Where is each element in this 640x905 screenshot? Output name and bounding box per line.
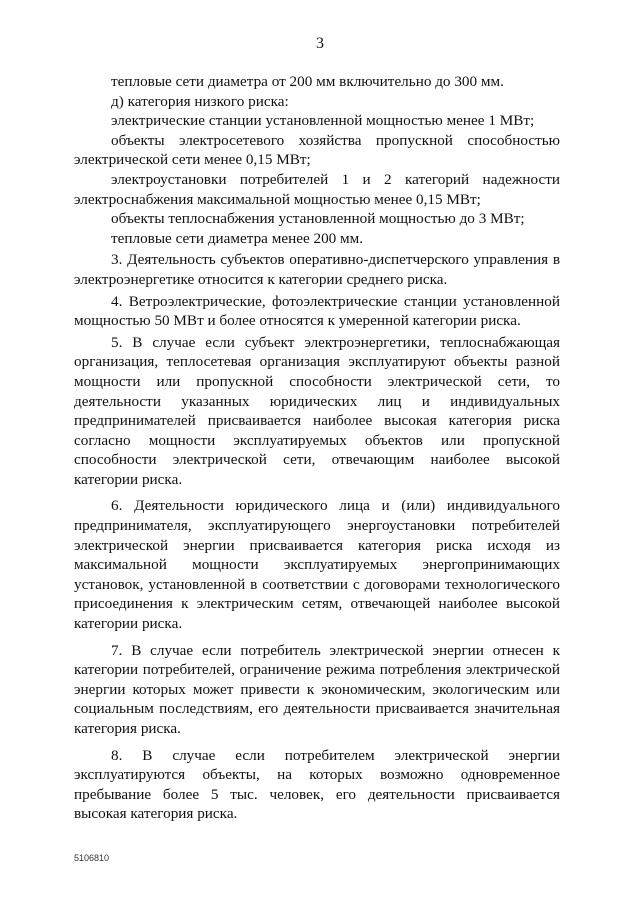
page-number: 3 <box>316 35 324 52</box>
paragraph-item-8: 8. В случае если потребителем электрической энергии эксплуатируются объекты, на которых возможно одновременное пребывание более 5 тыс. человек, его деятельности присваивается высокая категория риска. <box>74 746 560 823</box>
paragraph-heat-supply-objects: объекты теплоснабжения установленной мощностью до 3 МВт; <box>111 210 525 228</box>
paragraph-item-5: 5. В случае если субъект электроэнергетики, теплоснабжающая организация, теплосетевая организация эксплуатируют объекты разной мощности или пропускной способности электрической сети, то деятельности указанных юридических лиц и индивидуальных предпринимателей присваивается наиболее высокая категория риска согласно мощности эксплуатируемых объектов или пропускной способности электрической сети, отвечающим наиболее высокой категории риска. <box>74 333 560 488</box>
paragraph-heat-networks-under-200: тепловые сети диаметра менее 200 мм. <box>111 229 364 247</box>
paragraph-item-6: 6. Деятельности юридического лица и (или) индивидуального предпринимателя, эксплуатирующего энергоустановки потребителей электрической энергии присваивается категория риска исходя из максимальной мощности эксплуатируемых энергопринимающих установок, установленной в соответствии с договорами технологического присоединения к электрическим сетям, отвечающей наиболее высокой категории риска. <box>74 497 560 633</box>
document-body <box>74 72 560 824</box>
paragraph-low-risk-heading: д) категория низкого риска: <box>111 92 289 110</box>
paragraph-item-4: 4. Ветроэлектрические, фотоэлектрические станции установленной мощностью 50 МВт и более относятся к умеренной категории риска. <box>74 292 560 330</box>
paragraph-consumer-installations: электроустановки потребителей 1 и 2 категорий надежности электроснабжения максимальной мощностью менее 0,15 МВт; <box>74 170 560 208</box>
paragraph-power-stations-under-1mw: электрические станции установленной мощностью менее 1 МВт; <box>111 112 535 130</box>
paragraph-item-7: 7. В случае если потребитель электрической энергии отнесен к категории потребителей, ограничение режима потребления электрической энергии которых может привести к экономическим, экологическим или социальным последствиям, его деятельности присваивается значительная категория риска. <box>74 641 560 737</box>
paragraph-grid-objects: объекты электросетевого хозяйства пропускной способностью электрической сети менее 0,15 МВт; <box>74 131 560 169</box>
paragraph-item-3: 3. Деятельность субъектов оперативно-диспетчерского управления в электроэнергетике относится к категории среднего риска. <box>74 251 560 288</box>
document-code: 5106810 <box>74 853 110 863</box>
paragraph-heat-networks-200-300: тепловые сети диаметра от 200 мм включительно до 300 мм. <box>111 73 504 90</box>
